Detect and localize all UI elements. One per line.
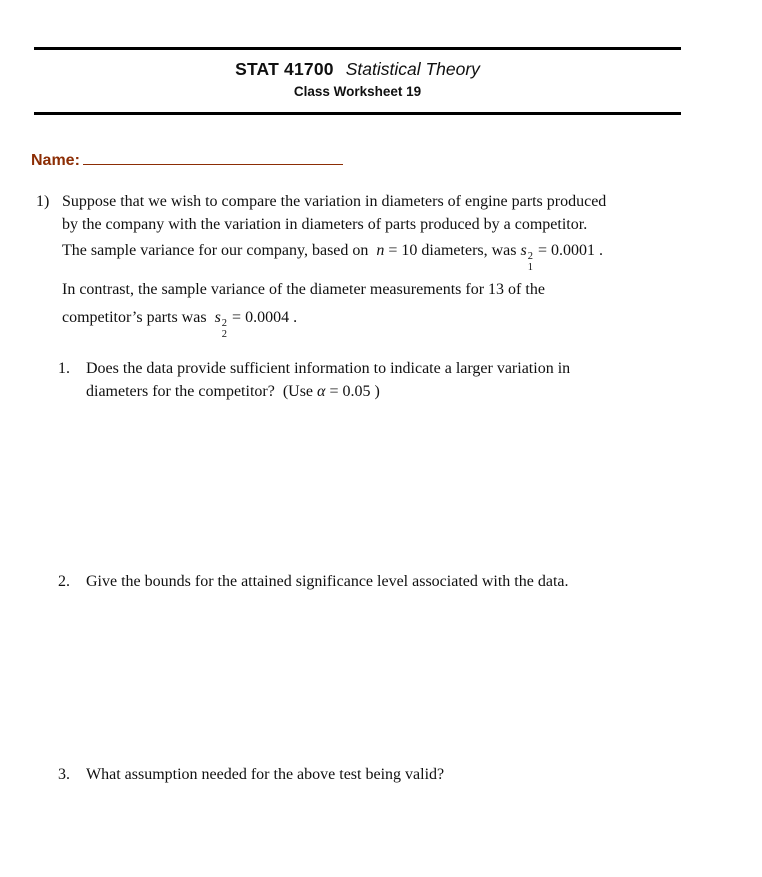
title-line — [34, 59, 681, 80]
worksheet-subtitle: Class Worksheet 19 — [293, 84, 422, 99]
name-label: Name: — [31, 152, 80, 169]
line-5-text-post: = 0.0004 . — [228, 309, 298, 327]
question-1 — [0, 190, 762, 340]
sub-question-3-body — [86, 763, 444, 786]
question-1-line-3 — [62, 239, 606, 273]
question-1-line-5 — [62, 306, 606, 340]
math-s1-superscript: 2 — [527, 251, 533, 262]
sub-question-1-line-2 — [86, 380, 570, 403]
sub-question-1-body — [86, 357, 570, 403]
line-5-text-pre: competitor’s parts was — [62, 309, 215, 327]
line-3-text-post: = 0.0001 . — [534, 242, 604, 259]
sub-question-3-marker: 3. — [58, 766, 70, 784]
sub-1-line-2-post: = 0.05 ) — [325, 383, 380, 401]
sub-1-line-2-pre: diameters for the competitor? (Use — [86, 383, 318, 401]
math-s2-subscript: 2 — [221, 329, 228, 341]
sub-question-2-marker: 2. — [58, 573, 70, 591]
sub-question-3-text: What assumption needed for the above test being valid? — [86, 766, 445, 784]
math-s2-subsup — [222, 318, 227, 340]
question-1-line-2: by the company with the variation in diameters of parts produced by a competitor. — [62, 216, 588, 233]
math-s1-subsup — [528, 251, 533, 273]
question-1-marker: 1) — [36, 193, 50, 210]
course-title: Statistical Theory — [345, 59, 480, 79]
name-row — [31, 149, 762, 170]
math-s2-superscript: 2 — [221, 318, 228, 330]
math-var-n: n — [376, 242, 385, 259]
question-1-body — [62, 190, 606, 340]
line-3-text-pre: The sample variance for our company, based on — [62, 242, 377, 259]
sub-question-3 — [0, 763, 762, 786]
question-1-line-4: In contrast, the sample variance of the diameter measurements for 13 of the — [62, 281, 545, 299]
sub-question-1-line-1: Does the data provide sufficient information to indicate a larger variation in — [86, 360, 571, 378]
sub-question-2-text: Give the bounds for the attained significance level associated with the data. — [86, 573, 569, 591]
sub-question-2-body — [86, 570, 569, 593]
question-1-line-1: Suppose that we wish to compare the variation in diameters of engine parts produced — [62, 193, 607, 210]
math-var-s1: s — [520, 242, 527, 259]
course-code: STAT 41700 — [235, 59, 334, 79]
worksheet-header — [34, 50, 681, 112]
worksheet-page — [0, 47, 762, 877]
math-var-alpha: α — [317, 383, 326, 401]
header-bottom-rule — [34, 112, 681, 115]
name-blank-line — [83, 149, 343, 165]
line-3-text-mid: = 10 diameters, was — [384, 242, 521, 259]
math-s1-subscript: 1 — [527, 262, 533, 274]
sub-question-1-marker: 1. — [58, 360, 70, 378]
math-var-s2: s — [214, 309, 221, 327]
sub-question-2 — [0, 570, 762, 593]
sub-question-1 — [0, 357, 762, 403]
